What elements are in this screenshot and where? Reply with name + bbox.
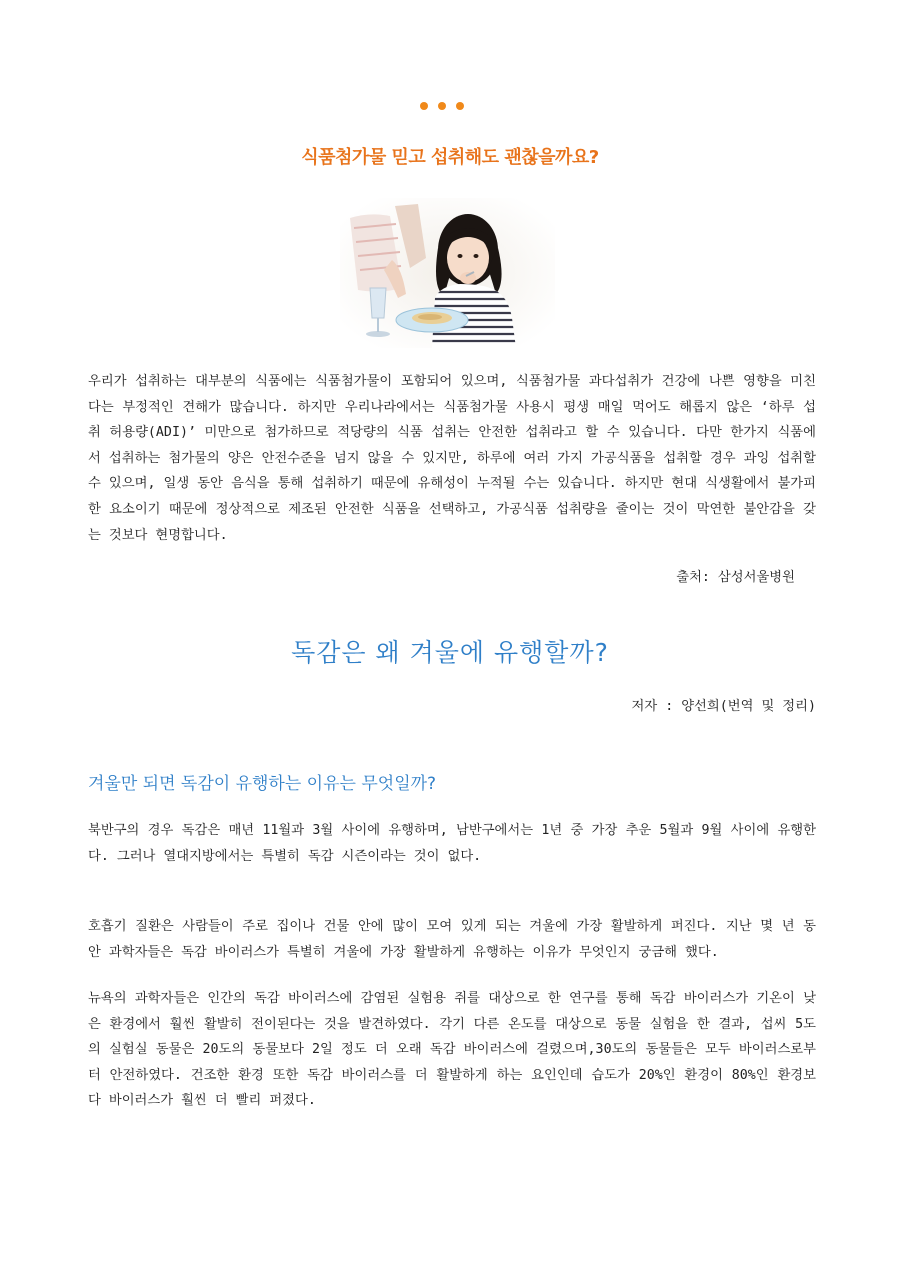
dot-icon xyxy=(420,102,428,110)
article1-title: 식품첨가물 믿고 섭취해도 괜찮을까요? xyxy=(301,147,599,168)
article2-paragraph-3: 뉴욕의 과학자들은 인간의 독감 바이러스에 감염된 실험용 쥐를 대상으로 한 연구를 통해 독감 바이러스가 기온이 낮은 환경에서 훨씬 활발히 전이된다는 것을 발견하였다. 각기 다른 온도를 대상으로 동물 실험을 한 결과, 섭씨 5도의 실험실 동물은 20도의 동물보다 2일 정도 더 오래 독감 바이러스에 걸렸으며,30도의 동물들은 모두 바이러스로부터 안전하였다. 건조한 환경 또한 독감 바이러스를 더 활발하게 하는 요인인데 습도가 20%인 환경이 80%인 환경보다 바이러스가 훨씬 더 빨리 퍼졌다. xyxy=(88,991,816,1109)
dot-icon xyxy=(456,102,464,110)
article2-paragraph-2: 호흡기 질환은 사람들이 주로 집이나 건물 안에 많이 모여 있게 되는 겨울에 가장 활발하게 퍼진다. 지난 몇 년 동안 과학자들은 독감 바이러스가 특별히 겨울에 가장 활발하게 유행하는 이유가 무엇인지 궁금해 했다. xyxy=(88,919,816,960)
article2-subhead: 겨울만 되면 독감이 유행하는 이유는 무엇일까? xyxy=(88,774,437,794)
article2-paragraph-1: 북반구의 경우 독감은 매년 11월과 3월 사이에 유행하며, 남반구에서는 1년 중 가장 추운 5월과 9월 사이에 유행한다. 그러나 열대지방에서는 특별히 독감 시즌이라는 것이 없다. xyxy=(88,823,816,864)
article2-author: 저자 : 양선희(번역 및 정리) xyxy=(631,699,816,714)
article1-source: 출처: 삼성서울병원 xyxy=(676,570,795,585)
dot-icon xyxy=(438,102,446,110)
decorative-dots xyxy=(420,100,464,112)
girl-eating-photo xyxy=(340,198,555,348)
article1-body: 우리가 섭취하는 대부분의 식품에는 식품첨가물이 포함되어 있으며, 식품첨가물 과다섭취가 건강에 나쁜 영향을 미친다는 부정적인 견해가 많습니다. 하지만 우리나라에서는 식품첨가물 사용시 평생 매일 먹어도 해롭지 않은 ‘하루 섭취 허용량(ADI)’ 미만으로 첨가하므로 적당량의 식품 섭취는 안전한 섭취라고 할 수 있습니다. 다만 한가지 식품에서 섭취하는 첨가물의 양은 안전수준을 넘지 않을 수 있지만, 하루에 여러 가지 가공식품을 섭취할 경우 과잉 섭취할 수 있으며, 일생 동안 음식을 통해 섭취하기 때문에 유해성이 누적될 수는 있습니다. 하지만 현대 식생활에서 불가피한 요소이기 때문에 정상적으로 제조된 안전한 식품을 선택하고, 가공식품 섭취량을 줄이는 것이 막연한 불안감을 갖는 것보다 현명합니다. xyxy=(88,374,816,543)
photo-illustration xyxy=(340,198,555,348)
article2-title: 독감은 왜 겨울에 유행할까? xyxy=(291,638,609,667)
